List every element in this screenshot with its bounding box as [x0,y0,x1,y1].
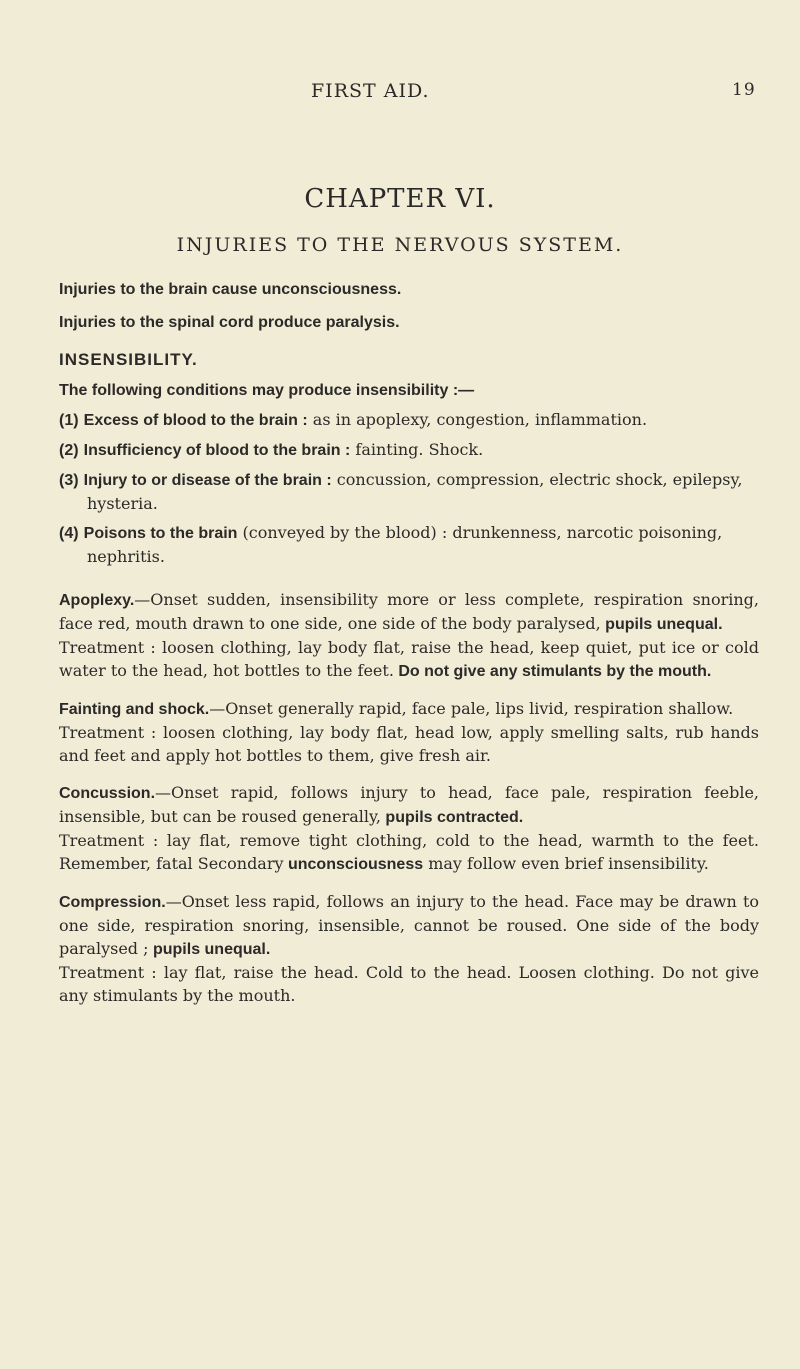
compression-desc: —Onset less rapid, follows an injury to the head. Face may be drawn to one side, respiration snoring, insensible, cannot be roused. One side of the body paralysed ; [59,892,759,958]
condition-number: (2) [59,442,79,459]
condition-number: (4) [59,525,79,542]
apoplexy-desc: —Onset sudden, insensibility more or less complete, respiration snoring, face red, mouth drawn to one side, one side of the body paralysed, [59,590,759,633]
intro-spinal: Injuries to the spinal cord produce paralysis. [59,314,400,331]
apoplexy-warning: Do not give any stimulants by the mouth. [393,663,712,680]
running-title: FIRST AID. [311,80,430,102]
section-heading-insensibility: INSENSIBILITY. [59,350,198,369]
condition-text: fainting. Shock. [350,440,484,459]
condition-text: concussion, compression, electric shock, epilepsy, hysteria. [87,470,743,513]
concussion-description [59,781,759,829]
condition-term: Excess of blood to the brain : [83,412,308,429]
page-number: 19 [732,80,756,100]
concussion-treatment-end: may follow even brief insensibility. [423,854,709,873]
page-body [59,278,759,1007]
fainting-term: Fainting and shock. [59,701,210,718]
condition-number: (3) [59,472,79,489]
condition-item [59,438,759,462]
condition-number: (1) [59,412,79,429]
condition-text: as in apoplexy, congestion, inflammation. [307,410,648,429]
condition-text: (conveyed by the blood) : drunkenness, narcotic poisoning, nephritis. [87,523,723,566]
concussion-desc-bold: pupils contracted. [380,809,524,826]
fainting-desc: —Onset generally rapid, face pale, lips livid, respiration shallow. [209,699,734,718]
apoplexy-desc-bold: pupils unequal. [600,616,723,633]
apoplexy-term: Apoplexy. [59,592,135,609]
condition-item [59,408,759,432]
condition-term: Insufficiency of blood to the brain : [83,442,351,459]
condition-item [59,521,759,568]
fainting-description [59,697,759,721]
concussion-desc: —Onset rapid, follows injury to head, face pale, respiration feeble, insensible, but can be roused generally, [59,783,759,826]
compression-treatment: Treatment : lay flat, raise the head. Cold to the head. Loosen clothing. Do not give any stimulants by the mouth. [59,963,759,1005]
concussion-treatment [59,829,759,876]
apoplexy-description [59,588,759,636]
condition-term: Poisons to the brain [83,525,238,542]
compression-term: Compression. [59,894,166,911]
intro-statements [59,278,759,334]
condition-term: Injury to or disease of the brain : [83,472,332,489]
chapter-subtitle: INJURIES TO THE NERVOUS SYSTEM. [176,234,624,256]
concussion-treatment-bold: unconsciousness [283,856,424,873]
conditions-lead: The following conditions may produce insensibility :— [59,382,475,399]
chapter-title: CHAPTER VI. [304,184,496,214]
fainting-treatment: Treatment : loosen clothing, lay body flat, head low, apply smelling salts, rub hands and feet and apply hot bottles to them, give fresh air. [59,723,759,765]
condition-item [59,468,759,515]
compression-description [59,890,759,961]
concussion-treatment-text: Treatment : lay flat, remove tight clothing, cold to the head, warmth to the feet. Remember, fatal Secondary [59,831,759,873]
intro-brain: Injuries to the brain cause unconsciousness. [59,281,402,298]
apoplexy-treatment [59,636,759,683]
apoplexy-treatment-text: Treatment : loosen clothing, lay body flat, raise the head, keep quiet, put ice or cold water to the head, hot bottles to the feet. [59,638,759,680]
concussion-term: Concussion. [59,785,156,802]
compression-desc-bold: pupils unequal. [148,941,271,958]
